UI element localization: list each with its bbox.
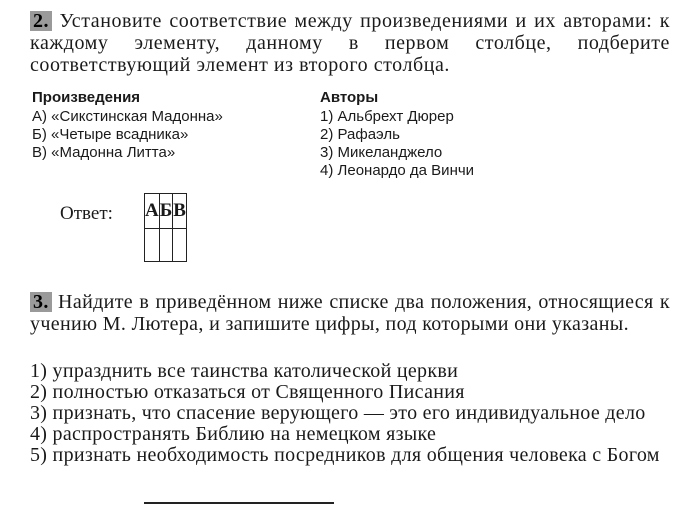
task-2-text: Установите соответствие между произведениями и их авторами: к каждому элементу, данному в первом столбце, подберите соответствующий элемент из второго столбца. [30, 10, 670, 76]
answer-line [144, 502, 334, 504]
work-item: Б) «Четыре всадника» [32, 126, 189, 143]
task-3 [30, 291, 670, 335]
authors-column-header: Авторы [320, 89, 379, 106]
works-column [32, 88, 223, 162]
author-item: 3) Микеланджело [320, 144, 443, 161]
authors-column [320, 88, 474, 180]
answer-input-cell[interactable] [173, 229, 187, 262]
option-item: 4) распространять Библию на немецком языке [30, 423, 437, 445]
task-3-text: Найдите в приведённом ниже списке два положения, относящиеся к учению М. Лютера, и запишите цифры, под которыми они указаны. [30, 291, 670, 335]
answer-header-row [145, 194, 187, 229]
option-item: 2) полностью отказаться от Священного Писания [30, 381, 465, 403]
answer-input-cell[interactable] [145, 229, 160, 262]
answer-header-cell: А [145, 194, 160, 229]
answer-header-cell: В [173, 194, 187, 229]
author-item: 4) Леонардо да Винчи [320, 162, 475, 179]
work-item: В) «Мадонна Литта» [32, 144, 176, 161]
task-2-prompt [30, 10, 670, 76]
task-3-prompt [30, 291, 670, 335]
answer-label: Ответ: [60, 203, 113, 224]
author-item: 1) Альбрехт Дюрер [320, 108, 454, 125]
works-column-header: Произведения [32, 89, 141, 106]
option-item: 3) признать, что спасение верующего — это его индивидуальное дело [30, 402, 646, 424]
task-2-number: 2. [30, 11, 52, 31]
author-item: 2) Рафаэль [320, 126, 400, 143]
answer-input-row [145, 229, 187, 262]
task-2 [30, 10, 670, 76]
work-item: А) «Сикстинская Мадонна» [32, 108, 223, 125]
answer-table [144, 193, 187, 262]
option-item: 1) упразднить все таинства католической церкви [30, 360, 459, 382]
task-3-number: 3. [30, 292, 52, 312]
option-item: 5) признать необходимость посредников для общения человека с Богом [30, 444, 660, 466]
answer-input-cell[interactable] [159, 229, 173, 262]
task-3-options [30, 361, 670, 466]
answer-header-cell: Б [159, 194, 173, 229]
